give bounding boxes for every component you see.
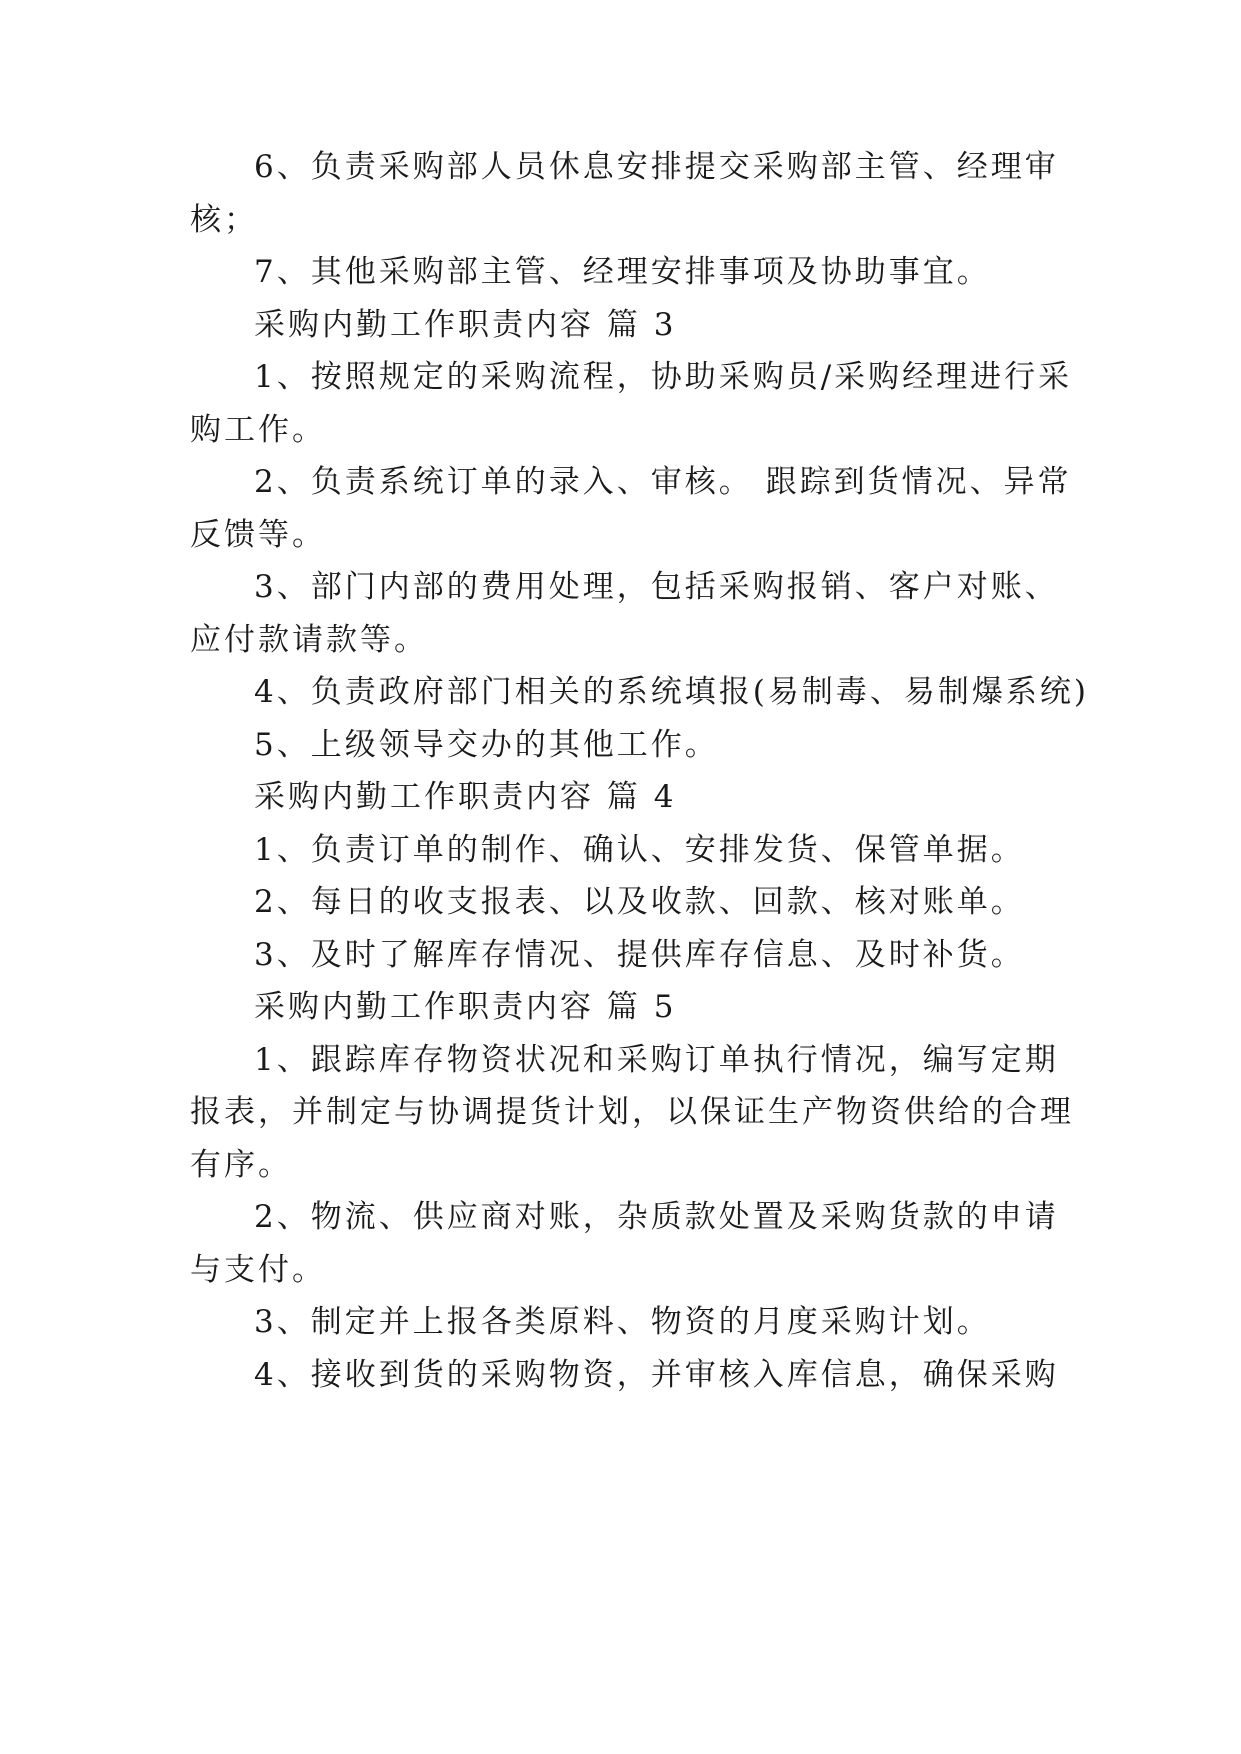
section-heading: 采购内勤工作职责内容 篇 3 xyxy=(254,307,677,343)
paragraph-line: 购工作。 xyxy=(190,412,326,448)
paragraph-line: 与支付。 xyxy=(190,1252,326,1288)
paragraph-line: 5、上级领导交办的其他工作。 xyxy=(254,727,719,763)
paragraph-line: 3、部门内部的费用处理，包括采购报销、客户对账、 xyxy=(254,569,1059,605)
section-heading: 采购内勤工作职责内容 篇 4 xyxy=(254,779,677,815)
paragraph-line: 核； xyxy=(190,202,258,238)
paragraph-line: 有序。 xyxy=(190,1147,292,1183)
paragraph-line: 3、及时了解库存情况、提供库存信息、及时补货。 xyxy=(254,937,1025,973)
paragraph-line: 4、接收到货的采购物资，并审核入库信息，确保采购 xyxy=(254,1357,1059,1393)
paragraph-line: 报表，并制定与协调提货计划，以保证生产物资供给的合理 xyxy=(190,1094,1074,1130)
section-heading: 采购内勤工作职责内容 篇 5 xyxy=(254,989,677,1025)
paragraph-line: 4、负责政府部门相关的系统填报(易制毒、易制爆系统) xyxy=(254,674,1089,710)
paragraph-line: 2、每日的收支报表、以及收款、回款、核对账单。 xyxy=(254,884,1025,920)
paragraph-line: 1、跟踪库存物资状况和采购订单执行情况，编写定期 xyxy=(254,1042,1059,1078)
paragraph-line: 3、制定并上报各类原料、物资的月度采购计划。 xyxy=(254,1304,991,1340)
paragraph-line: 应付款请款等。 xyxy=(190,622,428,658)
paragraph-line: 反馈等。 xyxy=(190,517,326,553)
paragraph-line: 2、物流、供应商对账，杂质款处置及采购货款的申请 xyxy=(254,1199,1059,1235)
paragraph-line: 1、负责订单的制作、确认、安排发货、保管单据。 xyxy=(254,832,1025,868)
paragraph-line: 6、负责采购部人员休息安排提交采购部主管、经理审 xyxy=(254,149,1059,185)
paragraph-line: 1、按照规定的采购流程，协助采购员/采购经理进行采 xyxy=(254,359,1073,395)
paragraph-line: 7、其他采购部主管、经理安排事项及协助事宜。 xyxy=(254,254,991,290)
paragraph-line: 2、负责系统订单的录入、审核。 跟踪到货情况、异常 xyxy=(254,464,1072,500)
